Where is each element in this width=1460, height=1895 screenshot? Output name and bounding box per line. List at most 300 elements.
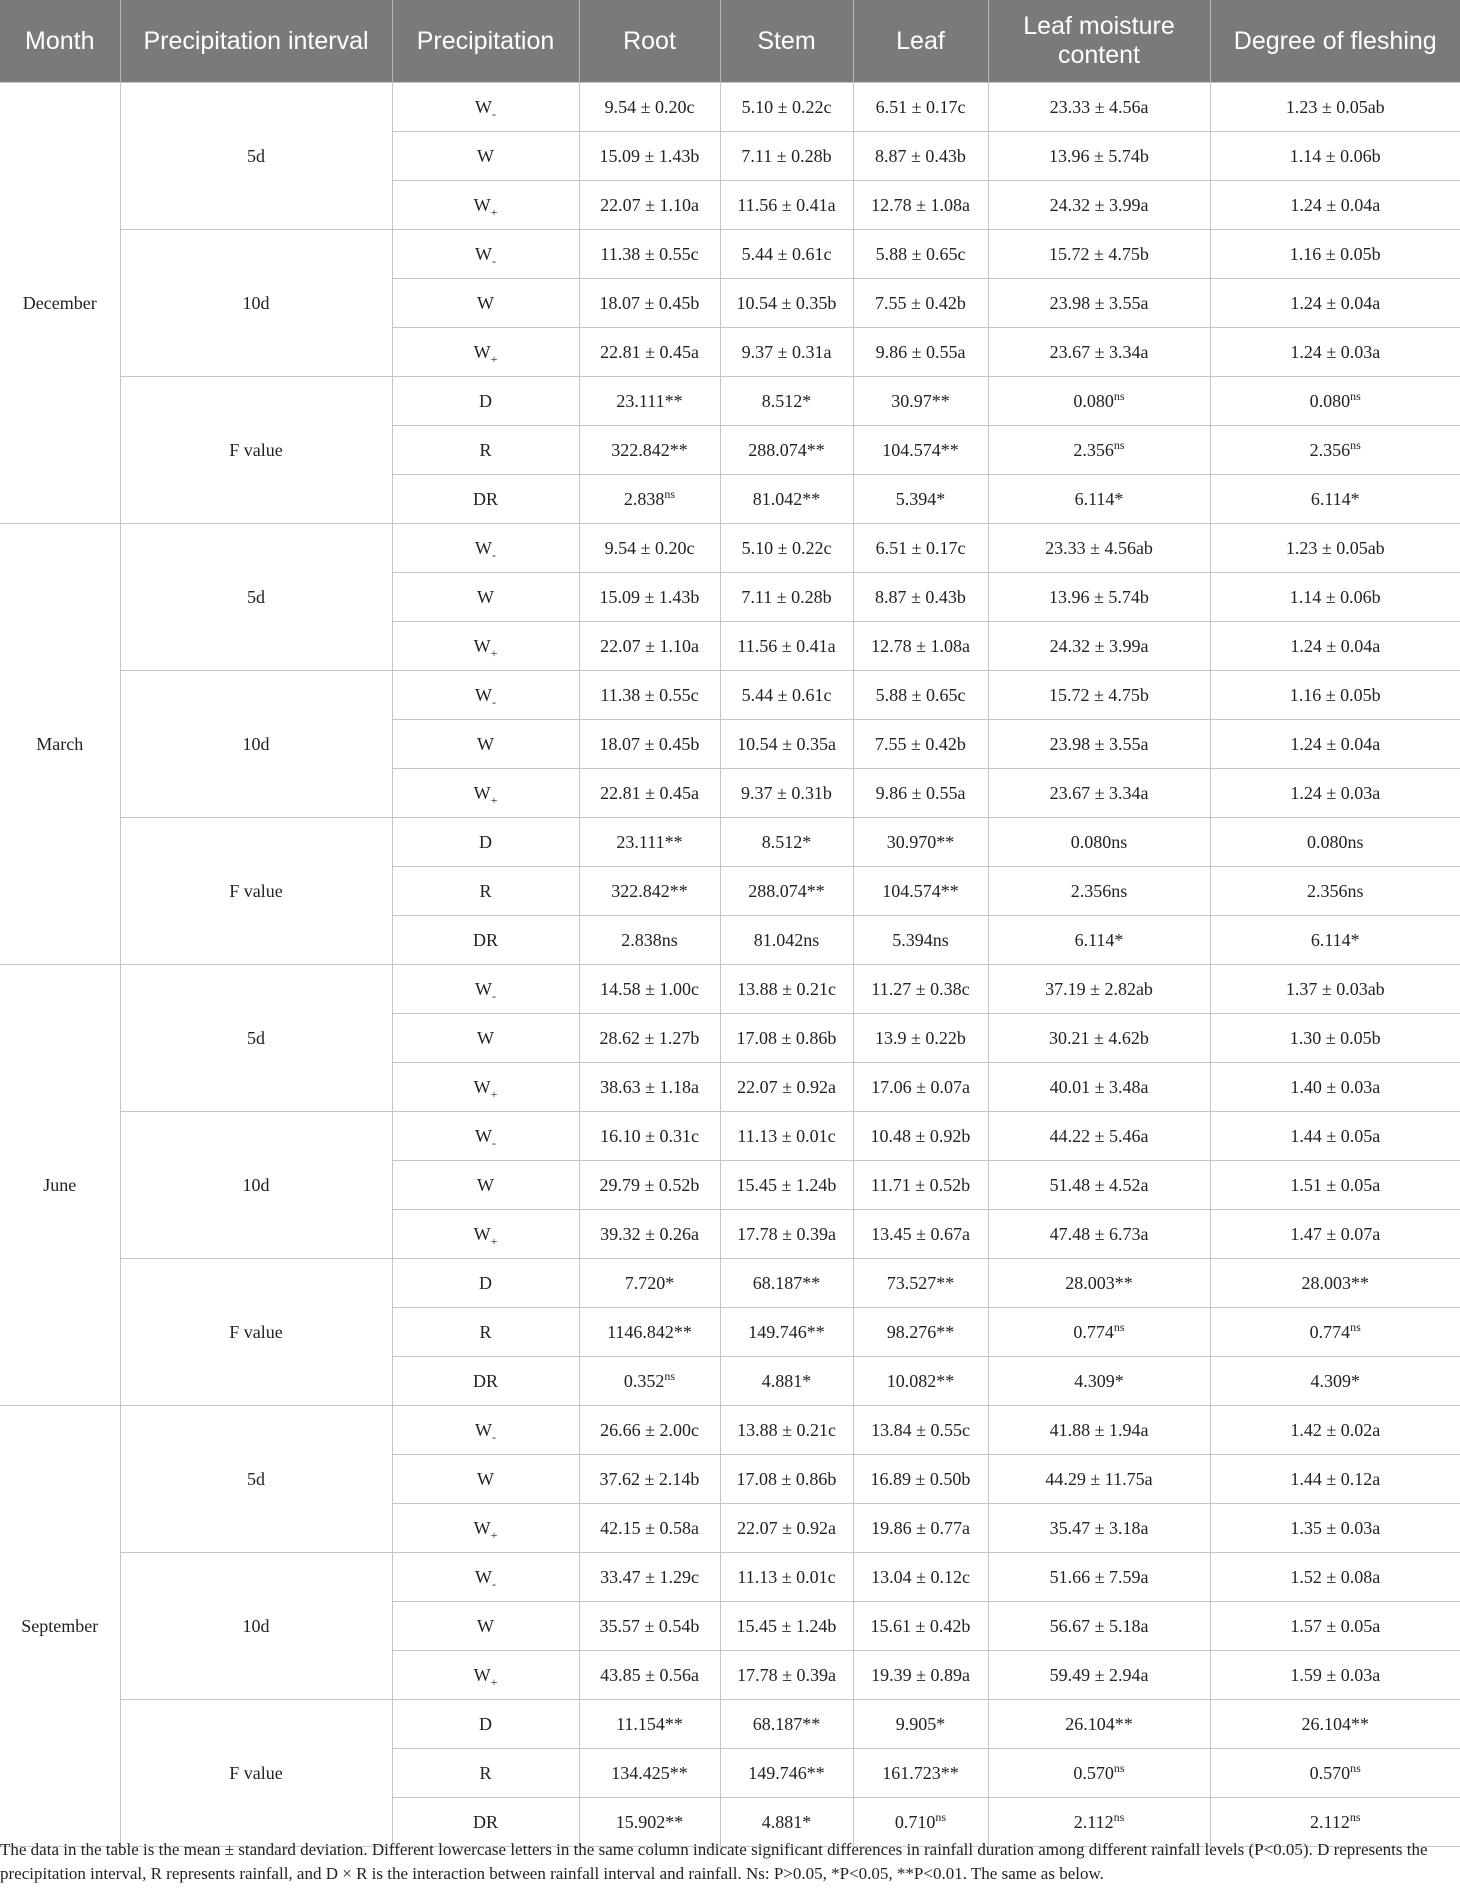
f-stat-cell: [579, 916, 720, 965]
f-stat-cell: [720, 1308, 853, 1357]
f-stat-value: 4.309*: [1074, 1370, 1124, 1391]
f-stat-value: 28.003**: [1301, 1272, 1369, 1293]
value-cell: 15.61 ± 0.42b: [853, 1602, 988, 1651]
f-stat-cell: [579, 1749, 720, 1798]
f-stat-value: 0.570: [1309, 1762, 1351, 1783]
f-stat-cell: [988, 867, 1210, 916]
value-cell: 22.07 ± 1.10a: [579, 181, 720, 230]
f-stat-value: 15.902**: [615, 1811, 684, 1832]
precipitation-level: W: [475, 1419, 492, 1440]
f-stat-value: 8.512*: [761, 390, 812, 411]
precipitation-level-subscript: +: [490, 351, 498, 366]
f-stat-cell: [1210, 1357, 1460, 1406]
value-cell: 15.72 ± 4.75b: [988, 230, 1210, 279]
f-stat-value: 322.842**: [611, 439, 688, 460]
value-cell: 17.08 ± 0.86b: [720, 1014, 853, 1063]
f-stat-value: 10.082**: [886, 1370, 955, 1391]
value-cell: 9.54 ± 0.20c: [579, 524, 720, 573]
value-cell: 11.56 ± 0.41a: [720, 181, 853, 230]
value-cell: 6.51 ± 0.17c: [853, 83, 988, 132]
f-stat-cell: [853, 426, 988, 475]
value-cell: 23.98 ± 3.55a: [988, 279, 1210, 328]
factor-cell: DR: [392, 916, 579, 965]
f-stat-cell: [988, 1357, 1210, 1406]
value-cell: 37.19 ± 2.82ab: [988, 965, 1210, 1014]
value-cell: 44.29 ± 11.75a: [988, 1455, 1210, 1504]
value-cell: 1.51 ± 0.05a: [1210, 1161, 1460, 1210]
table-row: [0, 230, 1460, 279]
f-stat-value: 6.114*: [1074, 488, 1124, 509]
value-cell: 13.84 ± 0.55c: [853, 1406, 988, 1455]
f-stat-value: 0.570: [1073, 1762, 1114, 1783]
f-stat-cell: [720, 475, 853, 524]
value-cell: 1.44 ± 0.05a: [1210, 1112, 1460, 1161]
value-cell: 5.44 ± 0.61c: [720, 230, 853, 279]
col-precipitation: Precipitation: [392, 0, 579, 83]
interval-cell: 5d: [120, 965, 392, 1112]
value-cell: 9.37 ± 0.31b: [720, 769, 853, 818]
f-stat-value: 134.425**: [611, 1762, 688, 1783]
precipitation-level-subscript: +: [490, 1674, 498, 1689]
value-cell: 1.24 ± 0.04a: [1210, 622, 1460, 671]
value-cell: 19.39 ± 0.89a: [853, 1651, 988, 1700]
table-row: [0, 671, 1460, 720]
precipitation-cell: [392, 1553, 579, 1602]
value-cell: 15.45 ± 1.24b: [720, 1602, 853, 1651]
f-stat-value: 7.720*: [624, 1272, 675, 1293]
precipitation-level-subscript: +: [490, 792, 498, 807]
value-cell: 18.07 ± 0.45b: [579, 279, 720, 328]
value-cell: 29.79 ± 0.52b: [579, 1161, 720, 1210]
precipitation-level: W: [473, 1223, 491, 1244]
col-month: Month: [0, 0, 120, 83]
precipitation-level: W: [473, 1517, 491, 1538]
f-stat-value: 0.080: [1309, 390, 1351, 411]
f-stat-value: 8.512*: [761, 831, 812, 852]
precipitation-level: W: [473, 341, 491, 362]
value-cell: 11.13 ± 0.01c: [720, 1112, 853, 1161]
value-cell: 1.59 ± 0.03a: [1210, 1651, 1460, 1700]
f-stat-value: 73.527**: [886, 1272, 955, 1293]
f-stat-cell: [579, 426, 720, 475]
value-cell: 11.27 ± 0.38c: [853, 965, 988, 1014]
f-stat-value: 2.112: [1073, 1811, 1114, 1832]
f-stat-value: 68.187**: [752, 1272, 821, 1293]
value-cell: 19.86 ± 0.77a: [853, 1504, 988, 1553]
precipitation-level: W: [475, 978, 492, 999]
f-stat-value: 23.111**: [616, 390, 683, 411]
f-stat-value: 0.774: [1073, 1321, 1114, 1342]
f-stat-value: 322.842**: [611, 880, 688, 901]
value-cell: 1.44 ± 0.12a: [1210, 1455, 1460, 1504]
value-cell: 35.47 ± 3.18a: [988, 1504, 1210, 1553]
f-stat-cell: [579, 1308, 720, 1357]
value-cell: 7.11 ± 0.28b: [720, 132, 853, 181]
precipitation-level: W: [477, 1027, 494, 1048]
significance-superscript: ns: [1113, 1809, 1125, 1824]
value-cell: 1.37 ± 0.03ab: [1210, 965, 1460, 1014]
value-cell: 24.32 ± 3.99a: [988, 181, 1210, 230]
f-stat-cell: [853, 1357, 988, 1406]
factor-cell: D: [392, 377, 579, 426]
precipitation-level: W: [477, 1174, 494, 1195]
f-stat-cell: [720, 1749, 853, 1798]
col-root: Root: [579, 0, 720, 83]
f-stat-value: 2.112: [1309, 1811, 1350, 1832]
precipitation-level: W: [473, 194, 491, 215]
f-stat-value: 0.774: [1309, 1321, 1351, 1342]
value-cell: 22.07 ± 1.10a: [579, 622, 720, 671]
value-cell: 1.35 ± 0.03a: [1210, 1504, 1460, 1553]
value-cell: 43.85 ± 0.56a: [579, 1651, 720, 1700]
significance-superscript: ns: [1113, 388, 1125, 403]
value-cell: 16.89 ± 0.50b: [853, 1455, 988, 1504]
value-cell: 8.87 ± 0.43b: [853, 132, 988, 181]
table-row: [0, 83, 1460, 132]
precipitation-level: W: [473, 1076, 491, 1097]
f-stat-cell: [988, 1700, 1210, 1749]
value-cell: 24.32 ± 3.99a: [988, 622, 1210, 671]
f-stat-value: 98.276**: [886, 1321, 955, 1342]
precipitation-cell: [392, 622, 579, 671]
col-leaf: Leaf: [853, 0, 988, 83]
f-stat-cell: [720, 1700, 853, 1749]
value-cell: 23.33 ± 4.56ab: [988, 524, 1210, 573]
significance-superscript: ns: [664, 1368, 676, 1383]
f-stat-cell: [720, 818, 853, 867]
f-stat-cell: [720, 1259, 853, 1308]
interval-cell: 5d: [120, 1406, 392, 1553]
precipitation-level-subscript: +: [490, 204, 498, 219]
table-row: [0, 1700, 1460, 1749]
value-cell: 11.38 ± 0.55c: [579, 230, 720, 279]
table-row: [0, 1259, 1460, 1308]
precipitation-level-subscript: +: [490, 1233, 498, 1248]
f-stat-cell: [1210, 475, 1460, 524]
value-cell: 1.24 ± 0.03a: [1210, 328, 1460, 377]
value-cell: 23.67 ± 3.34a: [988, 328, 1210, 377]
value-cell: 13.04 ± 0.12c: [853, 1553, 988, 1602]
value-cell: 30.21 ± 4.62b: [988, 1014, 1210, 1063]
value-cell: 9.37 ± 0.31a: [720, 328, 853, 377]
value-cell: 11.56 ± 0.41a: [720, 622, 853, 671]
f-stat-value: 0.352: [623, 1370, 665, 1391]
interval-cell: 10d: [120, 230, 392, 377]
f-stat-cell: [853, 377, 988, 426]
value-cell: 11.71 ± 0.52b: [853, 1161, 988, 1210]
f-stat-cell: [579, 475, 720, 524]
f-stat-value: 288.074**: [748, 439, 825, 460]
value-cell: 13.88 ± 0.21c: [720, 965, 853, 1014]
precipitation-cell: [392, 1651, 579, 1700]
value-cell: 13.96 ± 5.74b: [988, 132, 1210, 181]
value-cell: 12.78 ± 1.08a: [853, 181, 988, 230]
col-precipitation-interval: Precipitation interval: [120, 0, 392, 83]
f-stat-cell: [853, 1749, 988, 1798]
col-leaf-moisture-content: Leaf moisture content: [988, 0, 1210, 83]
f-stat-value: 2.356: [1073, 439, 1114, 460]
month-cell: June: [0, 965, 120, 1406]
f-stat-cell: [988, 818, 1210, 867]
f-stat-cell: [1210, 1749, 1460, 1798]
precipitation-level: W: [473, 635, 491, 656]
precipitation-cell: [392, 769, 579, 818]
value-cell: 1.23 ± 0.05ab: [1210, 83, 1460, 132]
significance-superscript: ns: [1349, 1809, 1361, 1824]
table-row: [0, 965, 1460, 1014]
value-cell: 23.67 ± 3.34a: [988, 769, 1210, 818]
significance-superscript: ns: [935, 1809, 947, 1824]
f-stat-value: 30.97**: [891, 390, 950, 411]
value-cell: 7.11 ± 0.28b: [720, 573, 853, 622]
f-stat-cell: [1210, 916, 1460, 965]
f-stat-value: 81.042ns: [753, 929, 820, 950]
significance-superscript: ns: [1113, 1319, 1125, 1334]
f-stat-cell: [853, 818, 988, 867]
precipitation-level: W: [473, 782, 491, 803]
f-stat-cell: [720, 867, 853, 916]
value-cell: 8.87 ± 0.43b: [853, 573, 988, 622]
precipitation-level-subscript: -: [492, 988, 496, 1003]
significance-superscript: ns: [1350, 1760, 1361, 1775]
precipitation-cell: [392, 181, 579, 230]
precipitation-level: W: [475, 537, 492, 558]
month-cell: September: [0, 1406, 120, 1847]
precipitation-level: W: [475, 1125, 492, 1146]
f-stat-cell: [720, 916, 853, 965]
value-cell: 15.45 ± 1.24b: [720, 1161, 853, 1210]
value-cell: 7.55 ± 0.42b: [853, 279, 988, 328]
value-cell: 1.23 ± 0.05ab: [1210, 524, 1460, 573]
precipitation-cell: [392, 1063, 579, 1112]
value-cell: 1.16 ± 0.05b: [1210, 671, 1460, 720]
value-cell: 17.78 ± 0.39a: [720, 1210, 853, 1259]
value-cell: 22.81 ± 0.45a: [579, 769, 720, 818]
precipitation-cell: [392, 524, 579, 573]
precipitation-level: W: [475, 96, 492, 117]
f-stat-cell: [579, 1259, 720, 1308]
significance-superscript: ns: [1350, 437, 1361, 452]
value-cell: 1.14 ± 0.06b: [1210, 573, 1460, 622]
precipitation-cell: [392, 1602, 579, 1651]
f-stat-value: 4.881*: [761, 1370, 812, 1391]
header-row: [0, 0, 1460, 83]
value-cell: 51.48 ± 4.52a: [988, 1161, 1210, 1210]
value-cell: 44.22 ± 5.46a: [988, 1112, 1210, 1161]
significance-superscript: ns: [1113, 1760, 1125, 1775]
month-cell: March: [0, 524, 120, 965]
value-cell: 6.51 ± 0.17c: [853, 524, 988, 573]
precipitation-level-subscript: -: [492, 694, 496, 709]
precipitation-cell: [392, 83, 579, 132]
significance-superscript: ns: [664, 486, 676, 501]
f-stat-value: 4.881*: [761, 1811, 812, 1832]
f-stat-value: 0.080: [1073, 390, 1114, 411]
table-footnote: The data in the table is the mean ± standard deviation. Different lowercase letters in the same column indicate significant differences in rainfall duration among different rainfall levels (P<0.05). D represents the precipitation interval, R represents rainfall, and D × R is the interaction between rainfall interval and rainfall. Ns: P>0.05, *P<0.05, **P<0.01. The same as below.: [0, 1840, 1428, 1883]
f-stat-cell: [579, 818, 720, 867]
f-stat-cell: [853, 916, 988, 965]
col-stem: Stem: [720, 0, 853, 83]
f-stat-value: 11.154**: [616, 1713, 683, 1734]
precipitation-cell: [392, 1014, 579, 1063]
f-stat-cell: [579, 867, 720, 916]
value-cell: 13.88 ± 0.21c: [720, 1406, 853, 1455]
value-cell: 15.09 ± 1.43b: [579, 573, 720, 622]
value-cell: 39.32 ± 0.26a: [579, 1210, 720, 1259]
f-stat-value: 2.838: [623, 488, 665, 509]
f-stat-value: 26.104**: [1301, 1713, 1369, 1734]
value-cell: 14.58 ± 1.00c: [579, 965, 720, 1014]
value-cell: 1.30 ± 0.05b: [1210, 1014, 1460, 1063]
precipitation-cell: [392, 671, 579, 720]
value-cell: 51.66 ± 7.59a: [988, 1553, 1210, 1602]
value-cell: 40.01 ± 3.48a: [988, 1063, 1210, 1112]
f-stat-cell: [1210, 1259, 1460, 1308]
factor-cell: R: [392, 1308, 579, 1357]
value-cell: 5.10 ± 0.22c: [720, 524, 853, 573]
f-stat-value: 5.394*: [895, 488, 946, 509]
significance-superscript: ns: [1113, 437, 1125, 452]
value-cell: 17.08 ± 0.86b: [720, 1455, 853, 1504]
f-stat-value: 23.111**: [616, 831, 683, 852]
value-cell: 1.14 ± 0.06b: [1210, 132, 1460, 181]
value-cell: 10.48 ± 0.92b: [853, 1112, 988, 1161]
f-stat-cell: [579, 1700, 720, 1749]
factor-cell: DR: [392, 475, 579, 524]
f-stat-value: 4.309*: [1310, 1370, 1360, 1391]
precipitation-cell: [392, 1210, 579, 1259]
f-stat-cell: [853, 1308, 988, 1357]
significance-superscript: ns: [1350, 388, 1361, 403]
f-stat-value: 104.574**: [882, 439, 959, 460]
f-stat-cell: [988, 1749, 1210, 1798]
significance-superscript: ns: [1350, 1319, 1361, 1334]
f-stat-cell: [1210, 377, 1460, 426]
precipitation-cell: [392, 328, 579, 377]
value-cell: 9.86 ± 0.55a: [853, 769, 988, 818]
value-cell: 28.62 ± 1.27b: [579, 1014, 720, 1063]
f-stat-value: 0.710: [894, 1811, 936, 1832]
f-stat-value: 26.104**: [1065, 1713, 1133, 1734]
value-cell: 5.88 ± 0.65c: [853, 230, 988, 279]
value-cell: 15.72 ± 4.75b: [988, 671, 1210, 720]
f-value-cell: F value: [120, 1259, 392, 1406]
factor-cell: DR: [392, 1798, 579, 1847]
f-stat-cell: [579, 377, 720, 426]
value-cell: 59.49 ± 2.94a: [988, 1651, 1210, 1700]
f-stat-value: 9.905*: [895, 1713, 946, 1734]
value-cell: 23.33 ± 4.56a: [988, 83, 1210, 132]
value-cell: 41.88 ± 1.94a: [988, 1406, 1210, 1455]
precipitation-level-subscript: -: [492, 1429, 496, 1444]
value-cell: 13.45 ± 0.67a: [853, 1210, 988, 1259]
f-stat-cell: [720, 1357, 853, 1406]
f-stat-cell: [988, 377, 1210, 426]
f-stat-cell: [720, 377, 853, 426]
f-stat-cell: [853, 1700, 988, 1749]
factor-cell: D: [392, 818, 579, 867]
precipitation-level: W: [475, 684, 492, 705]
value-cell: 11.38 ± 0.55c: [579, 671, 720, 720]
value-cell: 23.98 ± 3.55a: [988, 720, 1210, 769]
value-cell: 1.47 ± 0.07a: [1210, 1210, 1460, 1259]
value-cell: 1.57 ± 0.05a: [1210, 1602, 1460, 1651]
value-cell: 5.88 ± 0.65c: [853, 671, 988, 720]
f-stat-value: 149.746**: [748, 1321, 825, 1342]
value-cell: 37.62 ± 2.14b: [579, 1455, 720, 1504]
value-cell: 56.67 ± 5.18a: [988, 1602, 1210, 1651]
table-row: [0, 377, 1460, 426]
f-stat-cell: [988, 426, 1210, 475]
precipitation-cell: [392, 1455, 579, 1504]
precipitation-cell: [392, 230, 579, 279]
precipitation-cell: [392, 720, 579, 769]
f-stat-value: 104.574**: [882, 880, 959, 901]
f-stat-cell: [853, 1259, 988, 1308]
f-stat-cell: [1210, 1700, 1460, 1749]
f-stat-value: 161.723**: [882, 1762, 959, 1783]
f-stat-cell: [1210, 426, 1460, 475]
precipitation-level-subscript: +: [490, 1086, 498, 1101]
value-cell: 10.54 ± 0.35b: [720, 279, 853, 328]
f-stat-cell: [988, 916, 1210, 965]
precipitation-level: W: [477, 586, 494, 607]
value-cell: 17.06 ± 0.07a: [853, 1063, 988, 1112]
precipitation-level: W: [477, 145, 494, 166]
factor-cell: DR: [392, 1357, 579, 1406]
factor-cell: D: [392, 1259, 579, 1308]
f-stat-value: 68.187**: [752, 1713, 821, 1734]
value-cell: 42.15 ± 0.58a: [579, 1504, 720, 1553]
precipitation-level: W: [477, 1468, 494, 1489]
value-cell: 5.44 ± 0.61c: [720, 671, 853, 720]
f-stat-value: 2.356ns: [1306, 880, 1364, 901]
precipitation-cell: [392, 279, 579, 328]
f-stat-cell: [720, 426, 853, 475]
value-cell: 10.54 ± 0.35a: [720, 720, 853, 769]
value-cell: 12.78 ± 1.08a: [853, 622, 988, 671]
f-stat-cell: [1210, 1308, 1460, 1357]
precipitation-level-subscript: +: [490, 1527, 498, 1542]
f-stat-value: 1146.842**: [607, 1321, 692, 1342]
f-stat-cell: [853, 867, 988, 916]
f-stat-cell: [988, 1308, 1210, 1357]
precipitation-level-subscript: +: [490, 645, 498, 660]
value-cell: 1.24 ± 0.04a: [1210, 720, 1460, 769]
precipitation-level: W: [475, 243, 492, 264]
value-cell: 22.07 ± 0.92a: [720, 1063, 853, 1112]
f-value-cell: F value: [120, 818, 392, 965]
precipitation-level: W: [473, 1664, 491, 1685]
precipitation-level-subscript: -: [492, 253, 496, 268]
interval-cell: 5d: [120, 83, 392, 230]
value-cell: 13.9 ± 0.22b: [853, 1014, 988, 1063]
value-cell: 1.24 ± 0.04a: [1210, 181, 1460, 230]
month-cell: December: [0, 83, 120, 524]
f-stat-value: 6.114*: [1310, 488, 1360, 509]
value-cell: 1.52 ± 0.08a: [1210, 1553, 1460, 1602]
f-stat-cell: [988, 475, 1210, 524]
value-cell: 1.40 ± 0.03a: [1210, 1063, 1460, 1112]
interval-cell: 10d: [120, 671, 392, 818]
value-cell: 22.07 ± 0.92a: [720, 1504, 853, 1553]
f-stat-value: 2.356ns: [1070, 880, 1128, 901]
f-stat-cell: [853, 475, 988, 524]
interval-cell: 10d: [120, 1553, 392, 1700]
value-cell: 15.09 ± 1.43b: [579, 132, 720, 181]
precipitation-cell: [392, 1161, 579, 1210]
f-stat-value: 5.394ns: [892, 929, 949, 950]
